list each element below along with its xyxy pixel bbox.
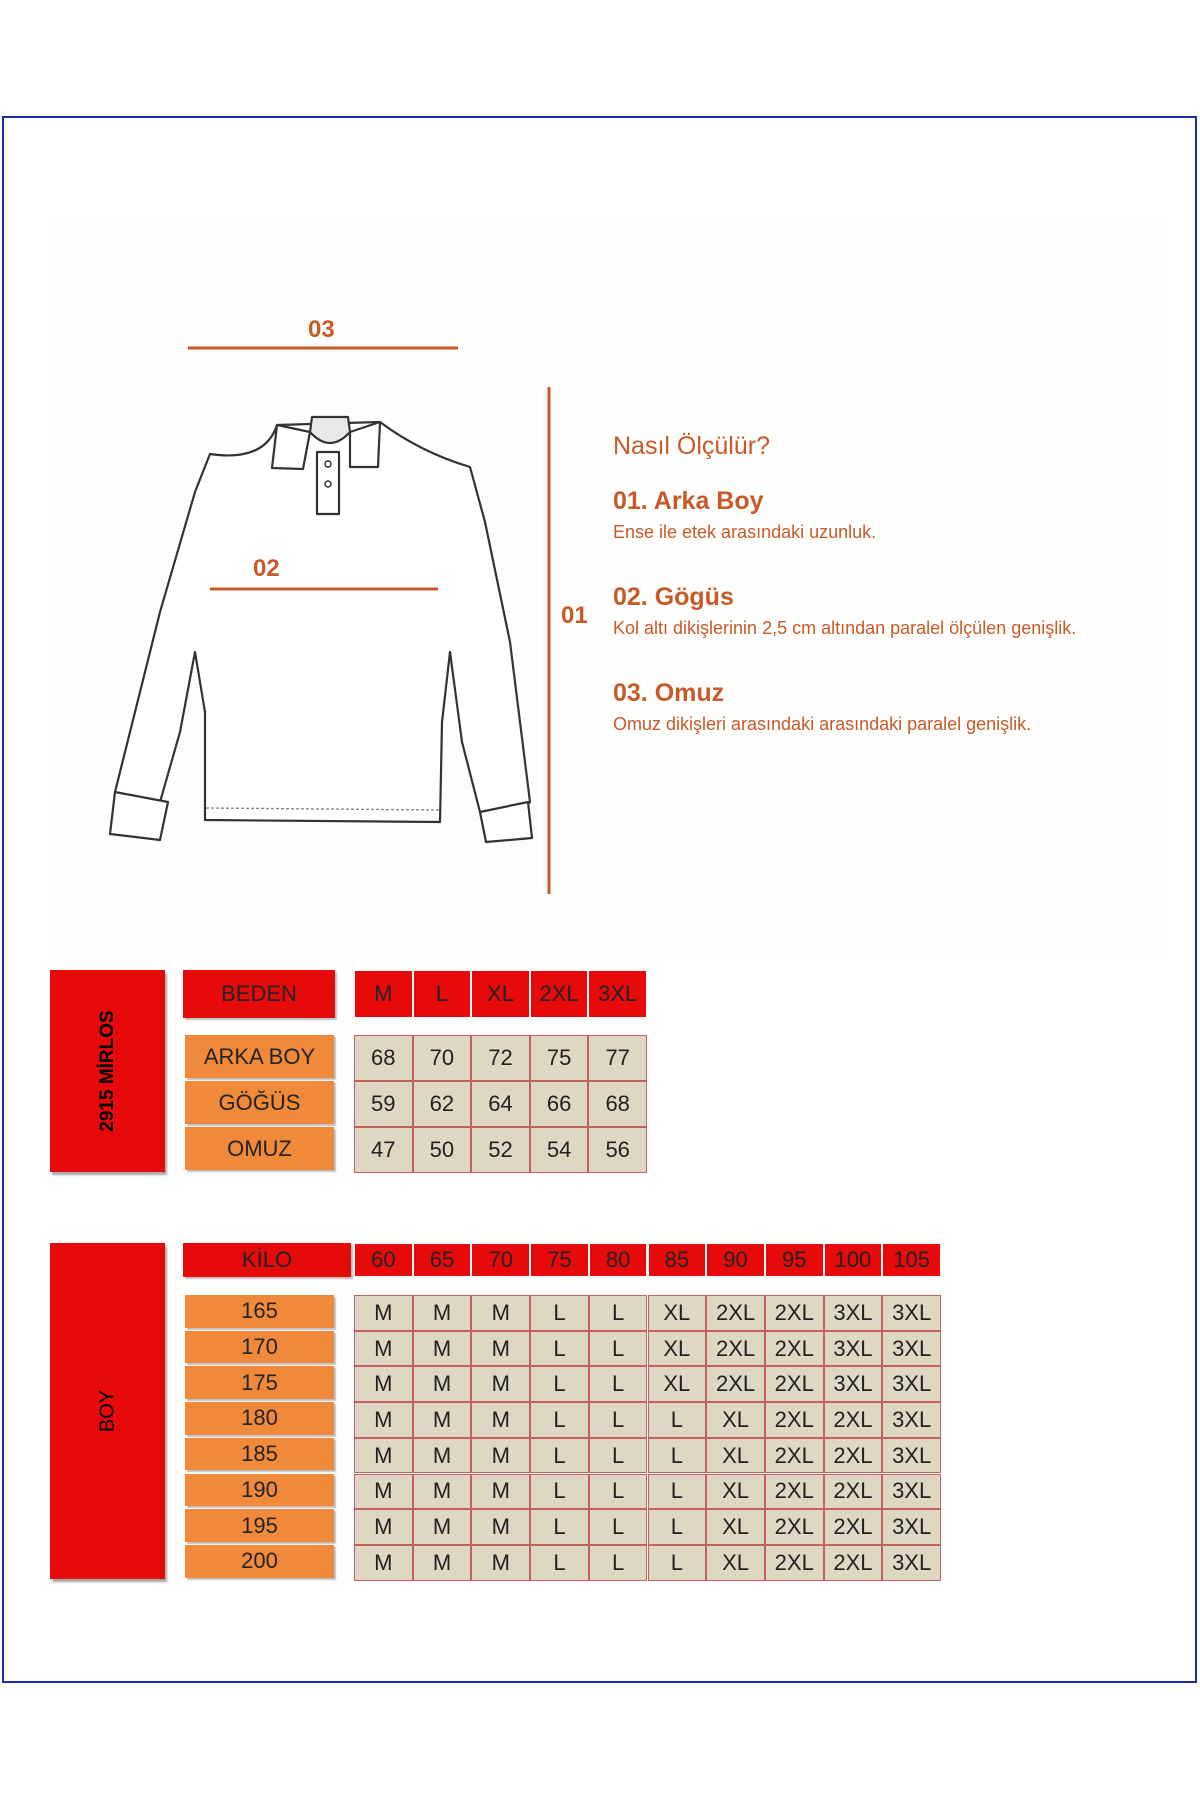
fit-cell: XL: [706, 1545, 765, 1581]
fit-cell: 3XL: [824, 1366, 883, 1402]
fit-cell: L: [589, 1331, 648, 1367]
size-header-1: L: [413, 970, 472, 1018]
fit-cell: 3XL: [882, 1331, 941, 1367]
weight-header-1: 65: [413, 1243, 472, 1277]
fit-cell: 2XL: [765, 1545, 824, 1581]
item-title-shoulder: 03. Omuz: [613, 679, 725, 707]
fit-cell: L: [648, 1402, 707, 1438]
height-row-label: 175: [185, 1366, 334, 1399]
height-row-label: 165: [185, 1295, 334, 1328]
height-row-label: 195: [185, 1509, 334, 1542]
size-cell: 54: [530, 1127, 589, 1173]
fit-cell: M: [413, 1366, 472, 1402]
fit-cell: L: [648, 1438, 707, 1474]
fit-cell: L: [589, 1402, 648, 1438]
fit-cell: 2XL: [765, 1295, 824, 1331]
height-row-label: 190: [185, 1474, 334, 1507]
size-cell: 56: [588, 1127, 647, 1173]
fit-cell: M: [413, 1438, 472, 1474]
size-cell: 66: [530, 1081, 589, 1127]
fit-cell: M: [413, 1474, 472, 1510]
fit-cell: L: [530, 1366, 589, 1402]
height-axis-label: BOY: [96, 1389, 118, 1433]
product-code-label: 2915 MİRLOS: [96, 1010, 118, 1132]
item-title-back-length: 01. Arka Boy: [613, 487, 764, 515]
fit-cell: L: [589, 1366, 648, 1402]
fit-cell: 2XL: [765, 1402, 824, 1438]
fit-cell: 2XL: [824, 1438, 883, 1474]
fit-cell: XL: [706, 1509, 765, 1545]
fit-cell: XL: [706, 1402, 765, 1438]
label-02: 02: [253, 555, 280, 582]
size-row-label: ARKA BOY: [185, 1035, 334, 1078]
weight-header-label: KİLO: [183, 1243, 351, 1277]
fit-cell: M: [354, 1402, 413, 1438]
fit-cell: M: [354, 1474, 413, 1510]
label-03: 03: [308, 316, 335, 343]
fit-cell: M: [354, 1295, 413, 1331]
fit-cell: M: [471, 1366, 530, 1402]
size-header-label: BEDEN: [183, 970, 335, 1018]
size-cell: 75: [530, 1035, 589, 1081]
fit-cell: M: [471, 1402, 530, 1438]
polo-shirt-icon: [110, 417, 532, 842]
fit-cell: L: [589, 1545, 648, 1581]
size-header-0: M: [354, 970, 413, 1018]
fit-cell: 2XL: [824, 1474, 883, 1510]
fit-cell: L: [530, 1331, 589, 1367]
size-cell: 50: [413, 1127, 472, 1173]
fit-cell: M: [354, 1331, 413, 1367]
fit-table-side-label: [50, 1243, 165, 1579]
weight-header-8: 100: [824, 1243, 883, 1277]
fit-cell: L: [530, 1438, 589, 1474]
size-cell: 72: [471, 1035, 530, 1081]
item-title-chest: 02. Gögüs: [613, 583, 734, 611]
size-cell: 62: [413, 1081, 472, 1127]
weight-header-5: 85: [648, 1243, 707, 1277]
size-cell: 64: [471, 1081, 530, 1127]
fit-cell: 2XL: [824, 1545, 883, 1581]
fit-cell: M: [471, 1295, 530, 1331]
fit-cell: 2XL: [765, 1474, 824, 1510]
measurement-guide: [50, 222, 1168, 960]
fit-cell: M: [471, 1331, 530, 1367]
fit-cell: 3XL: [882, 1402, 941, 1438]
fit-cell: 3XL: [882, 1438, 941, 1474]
fit-cell: M: [471, 1438, 530, 1474]
fit-cell: M: [413, 1402, 472, 1438]
fit-cell: XL: [706, 1474, 765, 1510]
size-header-2: XL: [471, 970, 530, 1018]
fit-cell: L: [530, 1509, 589, 1545]
weight-header-9: 105: [882, 1243, 941, 1277]
fit-cell: M: [413, 1295, 472, 1331]
fit-cell: M: [354, 1545, 413, 1581]
fit-cell: M: [413, 1509, 472, 1545]
weight-header-3: 75: [530, 1243, 589, 1277]
fit-cell: 3XL: [882, 1509, 941, 1545]
size-cell: 70: [413, 1035, 472, 1081]
fit-cell: L: [530, 1402, 589, 1438]
fit-cell: L: [530, 1295, 589, 1331]
weight-header-6: 90: [706, 1243, 765, 1277]
item-desc-shoulder: Omuz dikişleri arasındaki arasındaki paralel genişlik.: [613, 714, 1032, 734]
fit-cell: 2XL: [765, 1366, 824, 1402]
fit-cell: 3XL: [882, 1295, 941, 1331]
fit-cell: M: [413, 1331, 472, 1367]
fit-cell: 2XL: [765, 1331, 824, 1367]
fit-cell: L: [589, 1438, 648, 1474]
fit-cell: M: [354, 1438, 413, 1474]
size-row-label: OMUZ: [185, 1127, 334, 1170]
fit-cell: M: [471, 1474, 530, 1510]
weight-header-7: 95: [765, 1243, 824, 1277]
fit-cell: M: [413, 1545, 472, 1581]
weight-header-0: 60: [354, 1243, 413, 1277]
fit-cell: L: [648, 1509, 707, 1545]
weight-header-4: 80: [589, 1243, 648, 1277]
fit-cell: 2XL: [706, 1366, 765, 1402]
fit-cell: L: [589, 1474, 648, 1510]
fit-cell: 2XL: [824, 1509, 883, 1545]
size-header-3: 2XL: [530, 970, 589, 1018]
fit-cell: XL: [706, 1438, 765, 1474]
weight-header-2: 70: [471, 1243, 530, 1277]
size-row-label: GÖĞÜS: [185, 1081, 334, 1124]
fit-cell: 2XL: [765, 1509, 824, 1545]
fit-cell: 3XL: [824, 1331, 883, 1367]
fit-cell: XL: [648, 1366, 707, 1402]
fit-cell: 2XL: [765, 1438, 824, 1474]
height-row-label: 185: [185, 1438, 334, 1471]
height-row-label: 200: [185, 1545, 334, 1578]
fit-cell: 2XL: [706, 1331, 765, 1367]
fit-cell: M: [354, 1509, 413, 1545]
size-cell: 47: [354, 1127, 413, 1173]
size-header-4: 3XL: [588, 970, 647, 1018]
fit-cell: L: [648, 1474, 707, 1510]
fit-cell: L: [589, 1509, 648, 1545]
fit-cell: 3XL: [882, 1366, 941, 1402]
how-to-title: Nasıl Ölçülür?: [613, 432, 770, 460]
size-cell: 68: [354, 1035, 413, 1081]
how-to-measure: [613, 432, 1153, 775]
size-cell: 59: [354, 1081, 413, 1127]
fit-cell: XL: [648, 1331, 707, 1367]
fit-cell: XL: [648, 1295, 707, 1331]
item-desc-chest: Kol altı dikişlerinin 2,5 cm altından paralel ölçülen genişlik.: [613, 618, 1077, 638]
size-cell: 77: [588, 1035, 647, 1081]
fit-cell: L: [589, 1295, 648, 1331]
fit-cell: M: [471, 1509, 530, 1545]
label-01: 01: [561, 602, 588, 629]
fit-cell: 3XL: [824, 1295, 883, 1331]
fit-cell: M: [471, 1545, 530, 1581]
size-cell: 52: [471, 1127, 530, 1173]
height-row-label: 170: [185, 1331, 334, 1364]
fit-cell: 2XL: [824, 1402, 883, 1438]
fit-cell: 3XL: [882, 1474, 941, 1510]
fit-cell: 3XL: [882, 1545, 941, 1581]
size-table-side-label: [50, 970, 165, 1172]
size-cell: 68: [588, 1081, 647, 1127]
fit-cell: L: [530, 1474, 589, 1510]
fit-cell: 2XL: [706, 1295, 765, 1331]
fit-cell: M: [354, 1366, 413, 1402]
fit-cell: L: [530, 1545, 589, 1581]
height-row-label: 180: [185, 1402, 334, 1435]
fit-cell: L: [648, 1545, 707, 1581]
item-desc-back-length: Ense ile etek arasındaki uzunluk.: [613, 522, 877, 542]
